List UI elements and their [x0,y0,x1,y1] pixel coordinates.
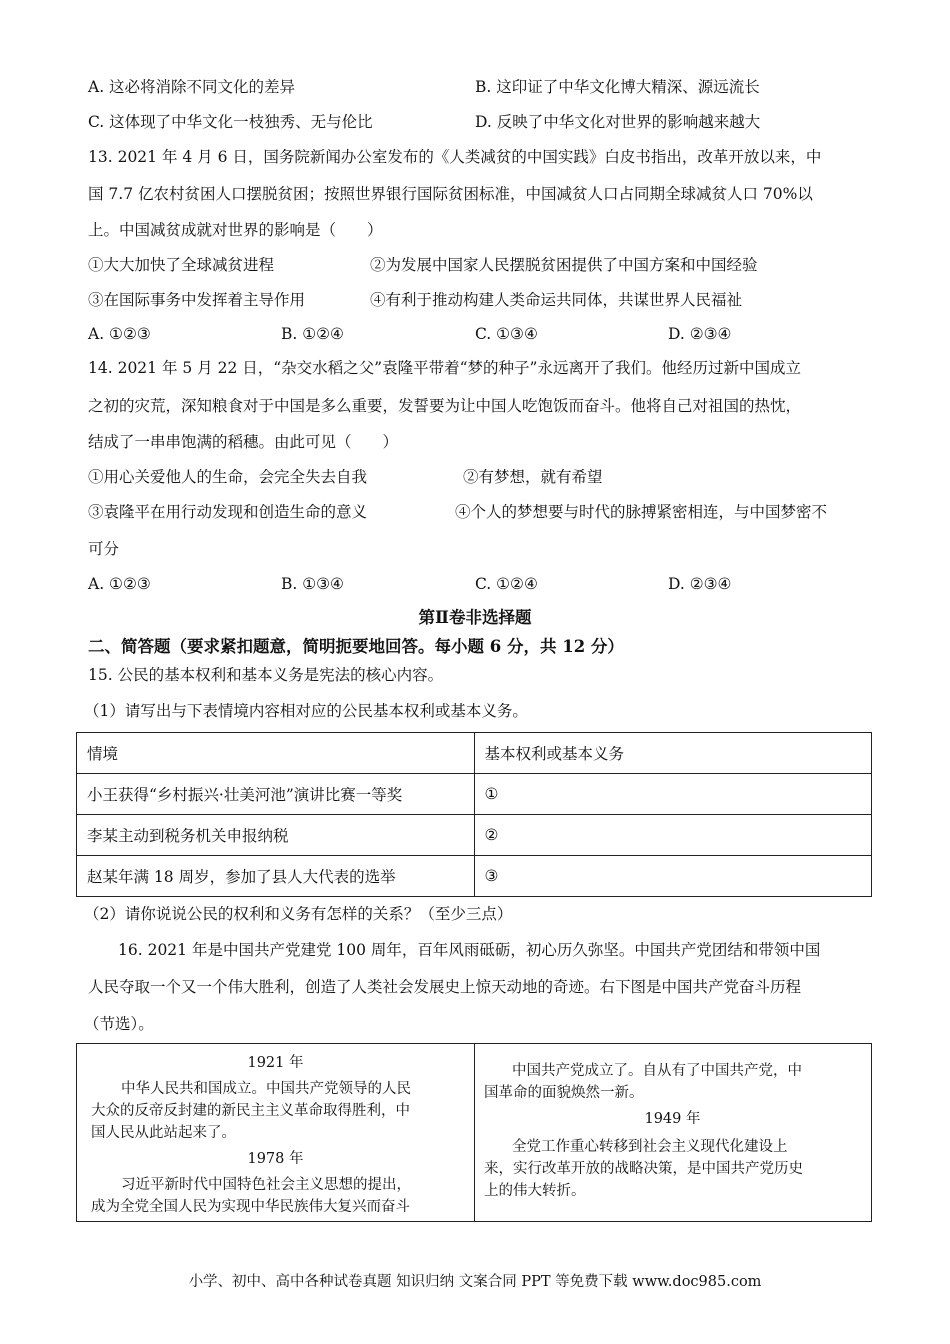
q14-option-a: A. ①②③ [88,575,151,593]
page-footer: 小学、初中、高中各种试卷真题 知识归纳 文案合同 PPT 等免费下载 www.doc985.com [188,1274,762,1290]
q14-option-c: C. ①②④ [475,575,538,593]
q14-stem-line2: 之初的灾荒，深知粮食对于中国是多么重要，发誓要为让中国人吃饱饭而奋斗。他将自己对祖国的热忱， [88,397,802,415]
text-line: 国人民从此站起来了。 [91,1125,236,1141]
q14-option-d: D. ②③④ [668,575,732,593]
table-cell: 李某主动到税务机关申报纳税 [77,815,475,856]
q14-statement-4-cont: 可分 [88,540,120,558]
q12-option-c: C. 这体现了中华文化一枝独秀、无与伦比 [88,113,373,131]
q14-statement-3: ③袁隆平在用行动发现和创造生命的意义 [88,503,368,521]
timeline-year: 1949 年 [644,1111,701,1127]
table-header-cell: 基本权利或基本义务 [474,733,871,774]
q14-stem-line1: 14. 2021 年 5 月 22 日，“杂交水稻之父”袁隆平带着“梦的种子”永远离开了我们。他经历过新中国成立 [88,359,801,377]
q13-option-c: C. ①③④ [475,325,538,343]
history-timeline-box [76,1043,872,1222]
q14-statement-4: ④个人的梦想要与时代的脉搏紧密相连，与中国梦密不 [455,503,828,521]
q13-stem-line3: 上。中国减贫成就对世界的影响是（ ） [88,221,383,239]
q15-stem: 15. 公民的基本权利和基本义务是宪法的核心内容。 [88,666,444,684]
q13-stem-line2: 国 7.7 亿农村贫困人口摆脱贫困；按照世界银行国际贫困标准，中国减贫人口占同期全球减贫人口 70%以 [88,185,813,203]
q14-option-b: B. ①③④ [281,575,344,593]
timeline-paragraph [484,1060,859,1104]
q13-statement-3: ③在国际事务中发挥着主导作用 [88,291,306,309]
q13-statement-4: ④有利于推动构建人类命运共同体，共谋世界人民福祉 [370,291,743,309]
timeline-right-column [474,1044,871,1221]
q14-statement-2: ②有梦想，就有希望 [463,468,603,486]
table-header-row [77,733,872,774]
q16-stem-line2: 人民夺取一个又一个伟大胜利，创造了人类社会发展史上惊天动地的奇迹。右下图是中国共产党奋斗历程 [88,978,802,996]
table-cell: 小王获得“乡村振兴·壮美河池”演讲比赛一等奖 [77,774,475,815]
text-line: 来，实行改革开放的战略决策，是中国共产党历史 [484,1161,803,1177]
q13-statement-2: ②为发展中国家人民摆脱贫困提供了中国方案和中国经验 [370,256,758,274]
timeline-paragraph [91,1078,464,1144]
timeline-left-column [77,1044,475,1221]
timeline-paragraph [91,1174,464,1218]
q12-option-b: B. 这印证了中华文化博大精深、源远流长 [475,78,760,96]
q15-table [76,732,872,897]
timeline-year: 1921 年 [247,1055,304,1071]
q15-sub2: （2）请你说说公民的权利和义务有怎样的关系？（至少三点） [84,905,513,923]
q14-stem-line3: 结成了一串串饱满的稻穗。由此可见（ ） [88,433,399,451]
section-title: 第Ⅱ卷非选择题 [418,608,532,627]
q13-statement-1: ①大大加快了全球减贫进程 [88,256,275,274]
text-line: 上的伟大转折。 [484,1183,586,1199]
q13-option-a: A. ①②③ [88,325,151,343]
q16-stem-line3: （节选）。 [84,1015,154,1033]
text-line: 中华人民共和国成立。中国共产党领导的人民 [121,1081,411,1097]
part-heading: 二、简答题（要求紧扣题意，简明扼要地回答。每小题 6 分，共 12 分） [88,637,624,656]
table-cell: ② [474,815,871,856]
q12-option-a: A. 这必将消除不同文化的差异 [88,78,296,96]
text-line: 成为全党全国人民为实现中华民族伟大复兴而奋斗 [91,1199,410,1215]
text-line: 大众的反帝反封建的新民主主义革命取得胜利，中 [91,1103,410,1119]
q13-option-d: D. ②③④ [668,325,732,343]
q13-option-b: B. ①②④ [281,325,344,343]
table-header-cell: 情境 [77,733,475,774]
table-row [77,856,872,897]
table-row [77,774,872,815]
timeline-paragraph [484,1136,859,1202]
q15-sub1: （1）请写出与下表情境内容相对应的公民基本权利或基本义务。 [84,702,528,720]
table-cell: ① [474,774,871,815]
text-line: 国革命的面貌焕然一新。 [484,1085,644,1101]
q12-option-d: D. 反映了中华文化对世界的影响越来越大 [475,113,761,131]
q14-statement-1: ①用心关爱他人的生命，会完全失去自我 [88,468,368,486]
timeline-year: 1978 年 [247,1151,304,1167]
text-line: 中国共产党成立了。自从有了中国共产党，中 [512,1063,802,1079]
q13-stem-line1: 13. 2021 年 4 月 6 日，国务院新闻办公室发布的《人类减贫的中国实践》白皮书指出，改革开放以来，中 [88,148,822,166]
table-row [77,815,872,856]
q16-stem-line1: 16. 2021 年是中国共产党建党 100 周年，百年风雨砥砺，初心历久弥坚。中国共产党团结和带领中国 [118,941,821,959]
text-line: 习近平新时代中国特色社会主义思想的提出， [121,1177,411,1193]
table-cell: ③ [474,856,871,897]
text-line: 全党工作重心转移到社会主义现代化建设上 [512,1139,788,1155]
table-cell: 赵某年满 18 周岁，参加了县人大代表的选举 [77,856,475,897]
